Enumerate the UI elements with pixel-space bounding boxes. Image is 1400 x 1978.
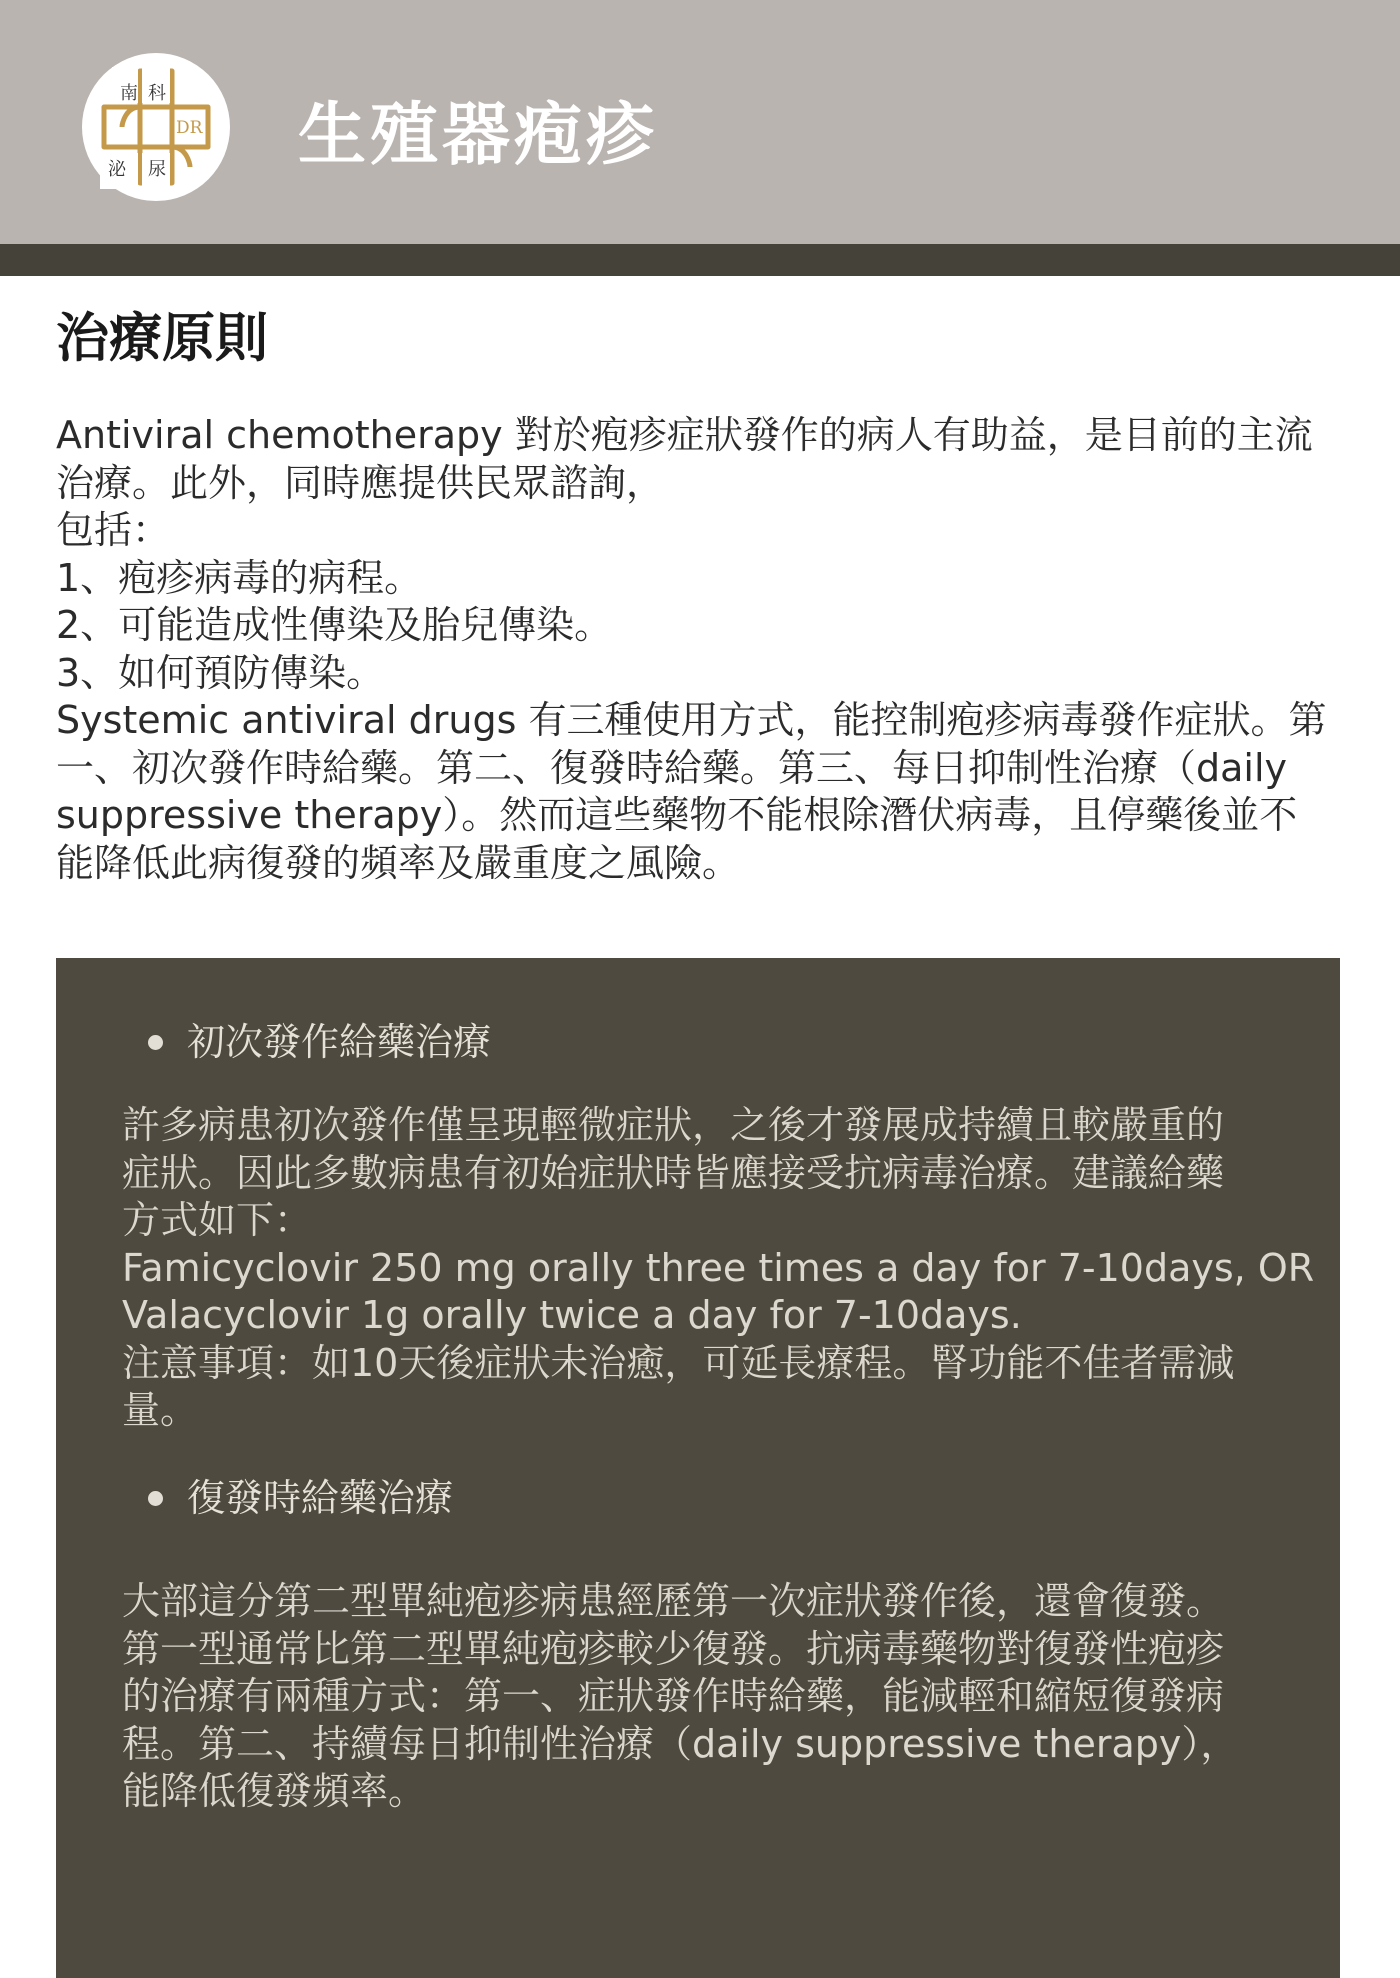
paragraph-line: Famicyclovir 250 mg orally three times a day for 7-10days, OR <box>122 1245 1315 1290</box>
bullet-dot-icon <box>148 1491 163 1506</box>
header-banner <box>0 0 1400 244</box>
header-divider-bar <box>0 244 1400 276</box>
intro-line: 能降低此病復發的頻率及嚴重度之風險。 <box>56 840 741 885</box>
paragraph-line: 大部這分第二型單純疱疹病患經歷第一次症狀發作後，還會復發。 <box>122 1579 1225 1623</box>
logo-badge: DR <box>176 118 203 138</box>
logo-char-2: 科 <box>148 83 166 104</box>
bullet-heading-label: 初次發作給藥治療 <box>187 1020 492 1064</box>
bullet-dot-icon <box>148 1035 163 1050</box>
recurrence-treatment-paragraph <box>122 1578 1282 1816</box>
paragraph-line: 的治療有兩種方式：第一、症狀發作時給藥，能減輕和縮短復發病 <box>122 1674 1225 1718</box>
paragraph-line: 第一型通常比第二型單純疱疹較少復發。抗病毒藥物對復發性疱疹 <box>122 1626 1225 1671</box>
initial-treatment-paragraph <box>122 1102 1315 1435</box>
clinic-logo-icon <box>82 53 230 201</box>
paragraph-line: 注意事項：如10天後症狀未治癒，可延長療程。腎功能不佳者需減 <box>122 1340 1235 1385</box>
intro-line: 治療。此外，同時應提供民眾諮詢， <box>56 460 665 505</box>
page-title: 生殖器疱疹 <box>298 96 659 175</box>
intro-line: 3、如何預防傳染。 <box>56 650 385 695</box>
logo-char-3: 泌 <box>108 159 126 180</box>
bullet-heading-label: 復發時給藥治療 <box>187 1476 454 1520</box>
paragraph-line: 許多病患初次發作僅呈現輕微症狀，之後才發展成持續且較嚴重的 <box>122 1103 1225 1147</box>
paragraph-line: 量。 <box>122 1388 199 1432</box>
paragraph-line: 程。第二、持續每日抑制性治療（daily suppressive therapy）， <box>122 1721 1239 1766</box>
paragraph-line: 方式如下： <box>122 1198 313 1242</box>
paragraph-line: 症狀。因此多數病患有初始症狀時皆應接受抗病毒治療。建議給藥 <box>122 1150 1225 1195</box>
treatment-box <box>56 958 1340 1978</box>
bullet-heading-recurrence <box>148 1474 453 1522</box>
section-title: 治療原則 <box>56 308 268 369</box>
intro-line: Antiviral chemotherapy 對於疱疹症狀發作的病人有助益，是目前的主流 <box>56 413 1313 457</box>
logo-char-4: 尿 <box>148 159 166 180</box>
paragraph-line: 能降低復發頻率。 <box>122 1769 427 1813</box>
bullet-heading-initial <box>148 1018 491 1066</box>
intro-line: 1、疱疹病毒的病程。 <box>56 555 423 600</box>
logo-char-1: 南 <box>120 83 138 104</box>
intro-line: 包括： <box>56 508 171 552</box>
clinic-logo <box>82 53 230 201</box>
intro-line: 一、初次發作時給藥。第二、復發時給藥。第三、每日抑制性治療（daily <box>56 745 1288 790</box>
intro-line: 2、可能造成性傳染及胎兒傳染。 <box>56 603 613 647</box>
intro-paragraph <box>56 412 1326 887</box>
intro-line: Systemic antiviral drugs 有三種使用方式，能控制疱疹病毒發作症狀。第 <box>56 698 1327 742</box>
paragraph-line: Valacyclovir 1g orally twice a day for 7-10days. <box>122 1293 1022 1337</box>
intro-line: suppressive therapy）。然而這些藥物不能根除潛伏病毒，且停藥後並不 <box>56 793 1298 837</box>
